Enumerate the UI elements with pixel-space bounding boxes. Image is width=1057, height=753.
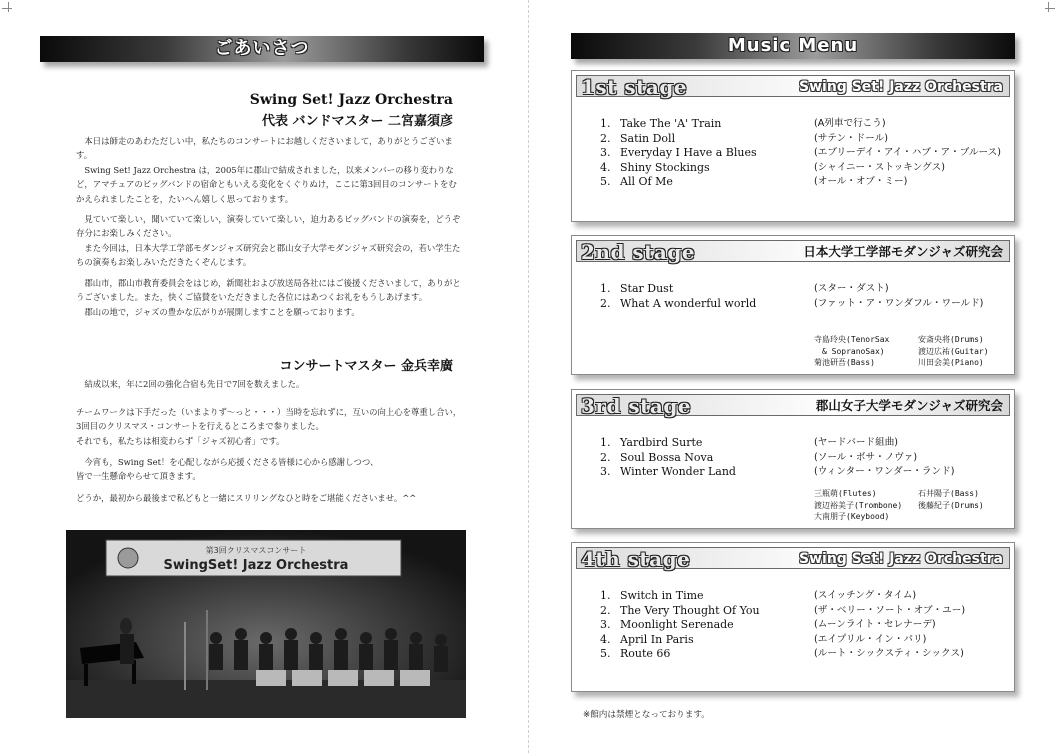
song-title: Everyday I Have a Blues [620,146,757,160]
song-item: 1. Star Dust [600,282,674,295]
stage-title: 1st stage [581,75,688,99]
music-menu-header-bar [571,33,1015,59]
song-item: 5. All Of Me [600,175,673,189]
song-item: 5. Route 66 [600,647,671,661]
stage-panel-1 [571,70,1015,222]
song-list [600,436,736,480]
stage-header [576,240,1010,262]
song-item: 2. Soul Bossa Nova [600,450,714,464]
song-kana: (ウィンター・ワンダー・ランド) [814,466,955,478]
song-kana: (ヤードバード組曲) [814,437,899,448]
song-list [600,117,757,190]
song-title: April In Paris [620,632,694,646]
song-title: Route 66 [620,647,671,661]
song-item: 2. Satin Doll [600,131,676,145]
members-list: 安斎央将(Drums) 渡辺広祐(Guitar) 川田会美(Piano) [918,335,989,367]
members-list: 三瓶萌(Flutes) 渡辺裕美子(Trombone) 大南朋子(Keybood) [814,489,903,521]
members-list: 寺島玲央(TenorSax & SopranoSax) 菊池研吾(Bass) [814,335,890,367]
song-kana: (ファット・ア・ワンダフル・ワールド) [814,297,984,309]
song-title: Star Dust [620,282,674,295]
song-kana-list [814,282,983,311]
song-item: 2. What A wonderful world [600,296,757,310]
greeting-header-bar [40,36,484,62]
song-title: The Very Thought Of You [620,603,760,617]
song-kana: (サテン・ドール) [814,132,888,144]
stage-band-name: 日本大学工学部モダンジャズ研究会 [803,244,1003,259]
song-kana: (エブリーデイ・アイ・ハブ・ア・ブルース) [814,147,1001,159]
concert-photo [66,530,466,718]
master-paragraph: どうか，最初から最後まで私どもと一緒にスリリングなひと時をご堪能くださいませ。^^ [76,493,417,503]
song-kana: (A列車で行こう) [814,118,886,129]
song-item: 3. Winter Wonder Land [600,465,736,479]
crop-mark [1048,2,1049,12]
song-list [600,282,756,311]
song-kana-list [814,436,954,480]
song-kana: (ルート・シックスティ・シックス) [814,648,964,660]
song-item: 1. Take The 'A' Train [600,117,722,130]
song-item: 2. The Very Thought Of You [600,603,760,617]
song-item: 1. Yardbird Surte [600,436,703,449]
song-item: 3. Moonlight Serenade [600,618,734,632]
stage-header [576,394,1010,416]
song-kana: (ソール・ボサ・ノヴァ) [814,451,918,463]
song-title: Take The 'A' Train [620,117,722,130]
greeting-paragraph: 本日は師走のあわただしい中，私たちのコンサートにお越しくださいまして，ありがとうございます。 Swing Set! Jazz Orchestra は，2005年に郡山で結成されました，以来メンバーの移り変わりなど，アマチュアのビッグバンドの宿命ともいえる変化をくぐりぬけ，ここに第3回目のコンサートをむかえられましたことを，たいへん嬉しく思っております。 [76,136,457,204]
song-item: 1. Switch in Time [600,589,704,602]
song-kana: (シャイニー・ストッキングス) [814,161,945,173]
stage-panel-2 [571,235,1015,375]
song-kana: (スター・ダスト) [814,283,889,294]
stage-title: 4th stage [581,547,691,571]
music-menu-title: Music Menu [727,35,859,56]
song-list [600,589,760,662]
banner-emblem-icon [118,548,138,568]
song-kana: (エイプリル・イン・パリ) [814,633,927,645]
stage-header [576,75,1010,97]
song-title: What A wonderful world [620,296,757,310]
page-fold [528,0,529,753]
song-item: 3. Everyday I Have a Blues [600,146,757,160]
left-page [0,0,528,753]
crop-mark [1045,8,1055,9]
stage-panel-3 [571,389,1015,529]
banner-line2: SwingSet! Jazz Orchestra [163,558,349,573]
song-kana: (ザ・ベリー・ソート・オブ・ユー) [814,604,966,616]
no-smoking-note: ※館内は禁煙となっております。 [583,710,710,720]
greeting-header-title: ごあいさつ [214,38,310,59]
song-title: Moonlight Serenade [620,618,734,632]
members-list: 石井陽子(Bass) 後藤紀子(Drums) [918,489,984,510]
stage-band-name: Swing Set! Jazz Orchestra [799,79,1003,95]
song-kana: (スイッチング・タイム) [814,590,917,601]
master-paragraph: 今宵も，Swing Set！を心配しながら応援くださる皆様に心から感謝しつつ、 皆で一生懸命やらせて頂きます。 [76,457,379,482]
stage-band-name: 郡山女子大学モダンジャズ研究会 [815,398,1003,413]
banner-line1: 第3回クリスマスコンサート [205,546,307,555]
greeting-paragraph: 見ていて楽しい，聞いていて楽しい，演奏していて楽しい，迫力あるビッグバンドの演奏を，どうぞ存分にお楽しみください。 また今回は，日本大学工学部モダンジャズ研究会と郡山女子大学モダンジャズ研究会の，若い学生たちの演奏もお楽しみいただきたくぞんじます。 [76,214,461,268]
signature-concertmaster: コンサートマスター 金兵幸廣 [279,359,453,374]
song-title: All Of Me [620,175,673,189]
stage-band-name: Swing Set! Jazz Orchestra [799,551,1003,567]
stage-title: 2nd stage [581,240,696,264]
song-title: Soul Bossa Nova [620,450,714,464]
song-kana-list [814,589,965,662]
song-item: 4. Shiny Stockings [600,160,710,174]
master-paragraph: チームワークは下手だった（いまよりず〜っと・・・）当時を忘れずに，互いの向上心を尊重し合い，3回目のクリスマス・コンサートを行えるところまで参りました。 それでも，私たちは相変わらず「ジャズ初心者」です。 [76,407,462,446]
song-kana: (ムーンライト・セレナーデ) [814,619,936,631]
song-kana: (オール・オブ・ミー) [814,176,908,188]
song-item: 4. April In Paris [600,632,694,646]
song-title: Winter Wonder Land [620,465,736,479]
stage-header [576,547,1010,569]
song-title: Shiny Stockings [620,160,710,174]
stage-panel-4 [571,542,1015,692]
greeting-paragraph: 郡山市，郡山市教育委員会をはじめ，新聞社および放送局各社にはご後援くださいまして，ありがとうございました。また，快くご協賛をいただきました各位にはあつくお礼をもうしあげます。 郡山の地で，ジャズの豊かな広がりが展開しますことを願っております。 [76,278,461,317]
signature-representative: 代表 バンドマスター 二宮嘉須彦 [261,114,453,129]
song-title: Switch in Time [620,589,704,602]
master-paragraph: 結成以来，年に2回の強化合宿も先日で7回を数えました。 [76,379,305,389]
signature-org: Swing Set! Jazz Orchestra [249,92,453,108]
song-title: Satin Doll [620,131,676,145]
stage-title: 3rd stage [581,394,692,418]
song-title: Yardbird Surte [620,436,703,449]
song-kana-list [814,117,1001,190]
